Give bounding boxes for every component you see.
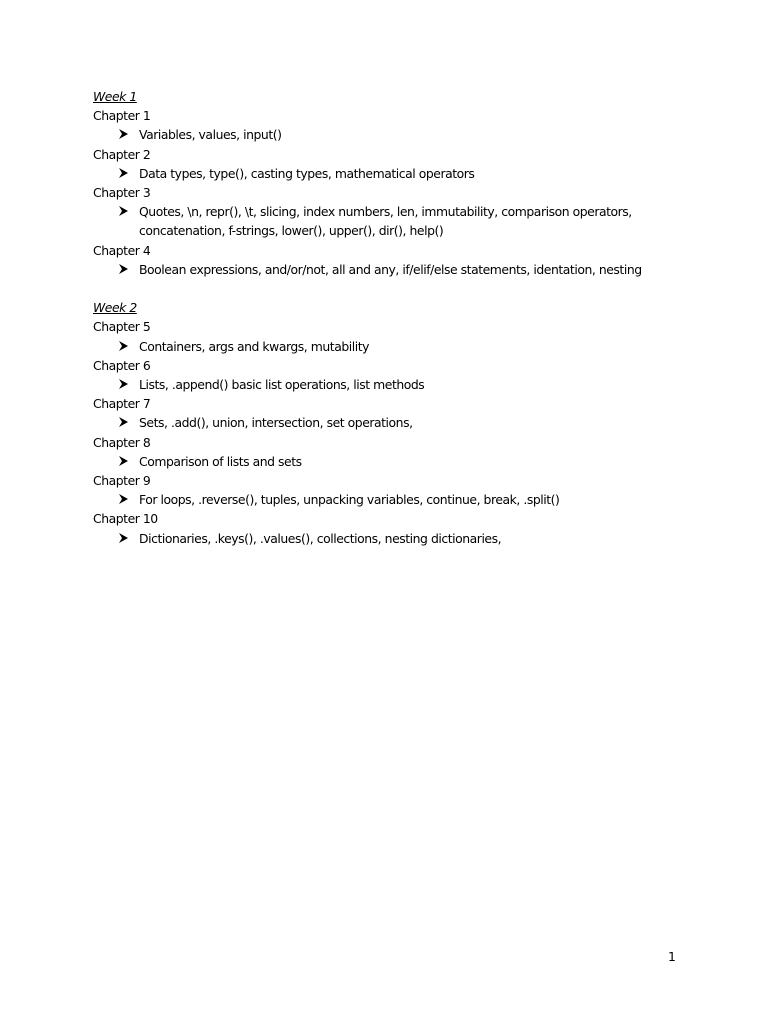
chapter-title: Chapter 8 — [93, 434, 151, 450]
topic-text: Lists, .append() basic list operations, list methods — [139, 377, 425, 393]
chapter-entry — [93, 471, 653, 509]
topic-bullet — [93, 202, 653, 240]
topic-bullet — [93, 164, 653, 183]
chapter-title: Chapter 7 — [93, 396, 151, 412]
topic-bullet — [93, 375, 653, 394]
topic-bullet — [93, 337, 653, 356]
page-number: 1 — [668, 949, 676, 964]
chapter-title: Chapter 1 — [93, 108, 151, 124]
chapter-title: Chapter 2 — [93, 146, 151, 162]
chapter-title: Chapter 4 — [93, 242, 151, 258]
chapter-entry — [93, 145, 653, 183]
chapter-entry — [93, 317, 653, 355]
arrowhead-bullet-icon — [118, 337, 139, 351]
arrowhead-bullet-icon — [118, 452, 139, 466]
topic-text: Dictionaries, .keys(), .values(), collections, nesting dictionaries, — [139, 530, 502, 546]
week-heading: Week 2 — [93, 300, 137, 316]
chapter-entry — [93, 394, 653, 432]
arrowhead-bullet-icon — [118, 413, 139, 427]
arrowhead-bullet-icon — [118, 164, 139, 178]
chapter-title: Chapter 3 — [93, 185, 151, 201]
chapter-entry — [93, 356, 653, 394]
chapter-entry — [93, 106, 653, 144]
topic-text: Quotes, \n, repr(), \t, slicing, index numbers, len, immutability, comparison operators, concatenation, f-strings, lower(), upper(), dir(), help() — [139, 204, 632, 239]
topic-text: Variables, values, input() — [139, 127, 282, 143]
arrowhead-bullet-icon — [118, 125, 139, 139]
topic-text: For loops, .reverse(), tuples, unpacking variables, continue, break, .split() — [139, 492, 560, 508]
chapter-entry — [93, 183, 653, 241]
document-body — [93, 87, 653, 548]
chapter-entry — [93, 509, 653, 547]
chapter-title: Chapter 9 — [93, 473, 151, 489]
topic-bullet — [93, 490, 653, 509]
arrowhead-bullet-icon — [118, 260, 139, 274]
chapter-title: Chapter 6 — [93, 357, 151, 373]
topic-text: Sets, .add(), union, intersection, set operations, — [139, 415, 413, 431]
topic-text: Containers, args and kwargs, mutability — [139, 338, 370, 354]
topic-text: Data types, type(), casting types, mathematical operators — [139, 165, 475, 181]
topic-bullet — [93, 260, 653, 279]
arrowhead-bullet-icon — [118, 529, 139, 543]
week-section-2 — [93, 298, 653, 548]
chapter-entry — [93, 241, 653, 279]
topic-bullet — [93, 125, 653, 144]
topic-bullet — [93, 413, 653, 432]
chapter-title: Chapter 10 — [93, 511, 158, 527]
topic-bullet — [93, 452, 653, 471]
arrowhead-bullet-icon — [118, 202, 139, 216]
chapter-entry — [93, 433, 653, 471]
topic-text: Comparison of lists and sets — [139, 453, 302, 469]
topic-bullet — [93, 529, 653, 548]
week-heading: Week 1 — [93, 89, 137, 104]
chapter-title: Chapter 5 — [93, 319, 151, 335]
topic-text: Boolean expressions, and/or/not, all and any, if/elif/else statements, identation, nesting — [139, 261, 642, 277]
arrowhead-bullet-icon — [118, 375, 139, 389]
section-spacer — [93, 279, 653, 298]
arrowhead-bullet-icon — [118, 490, 139, 504]
week-section-1 — [93, 87, 653, 279]
